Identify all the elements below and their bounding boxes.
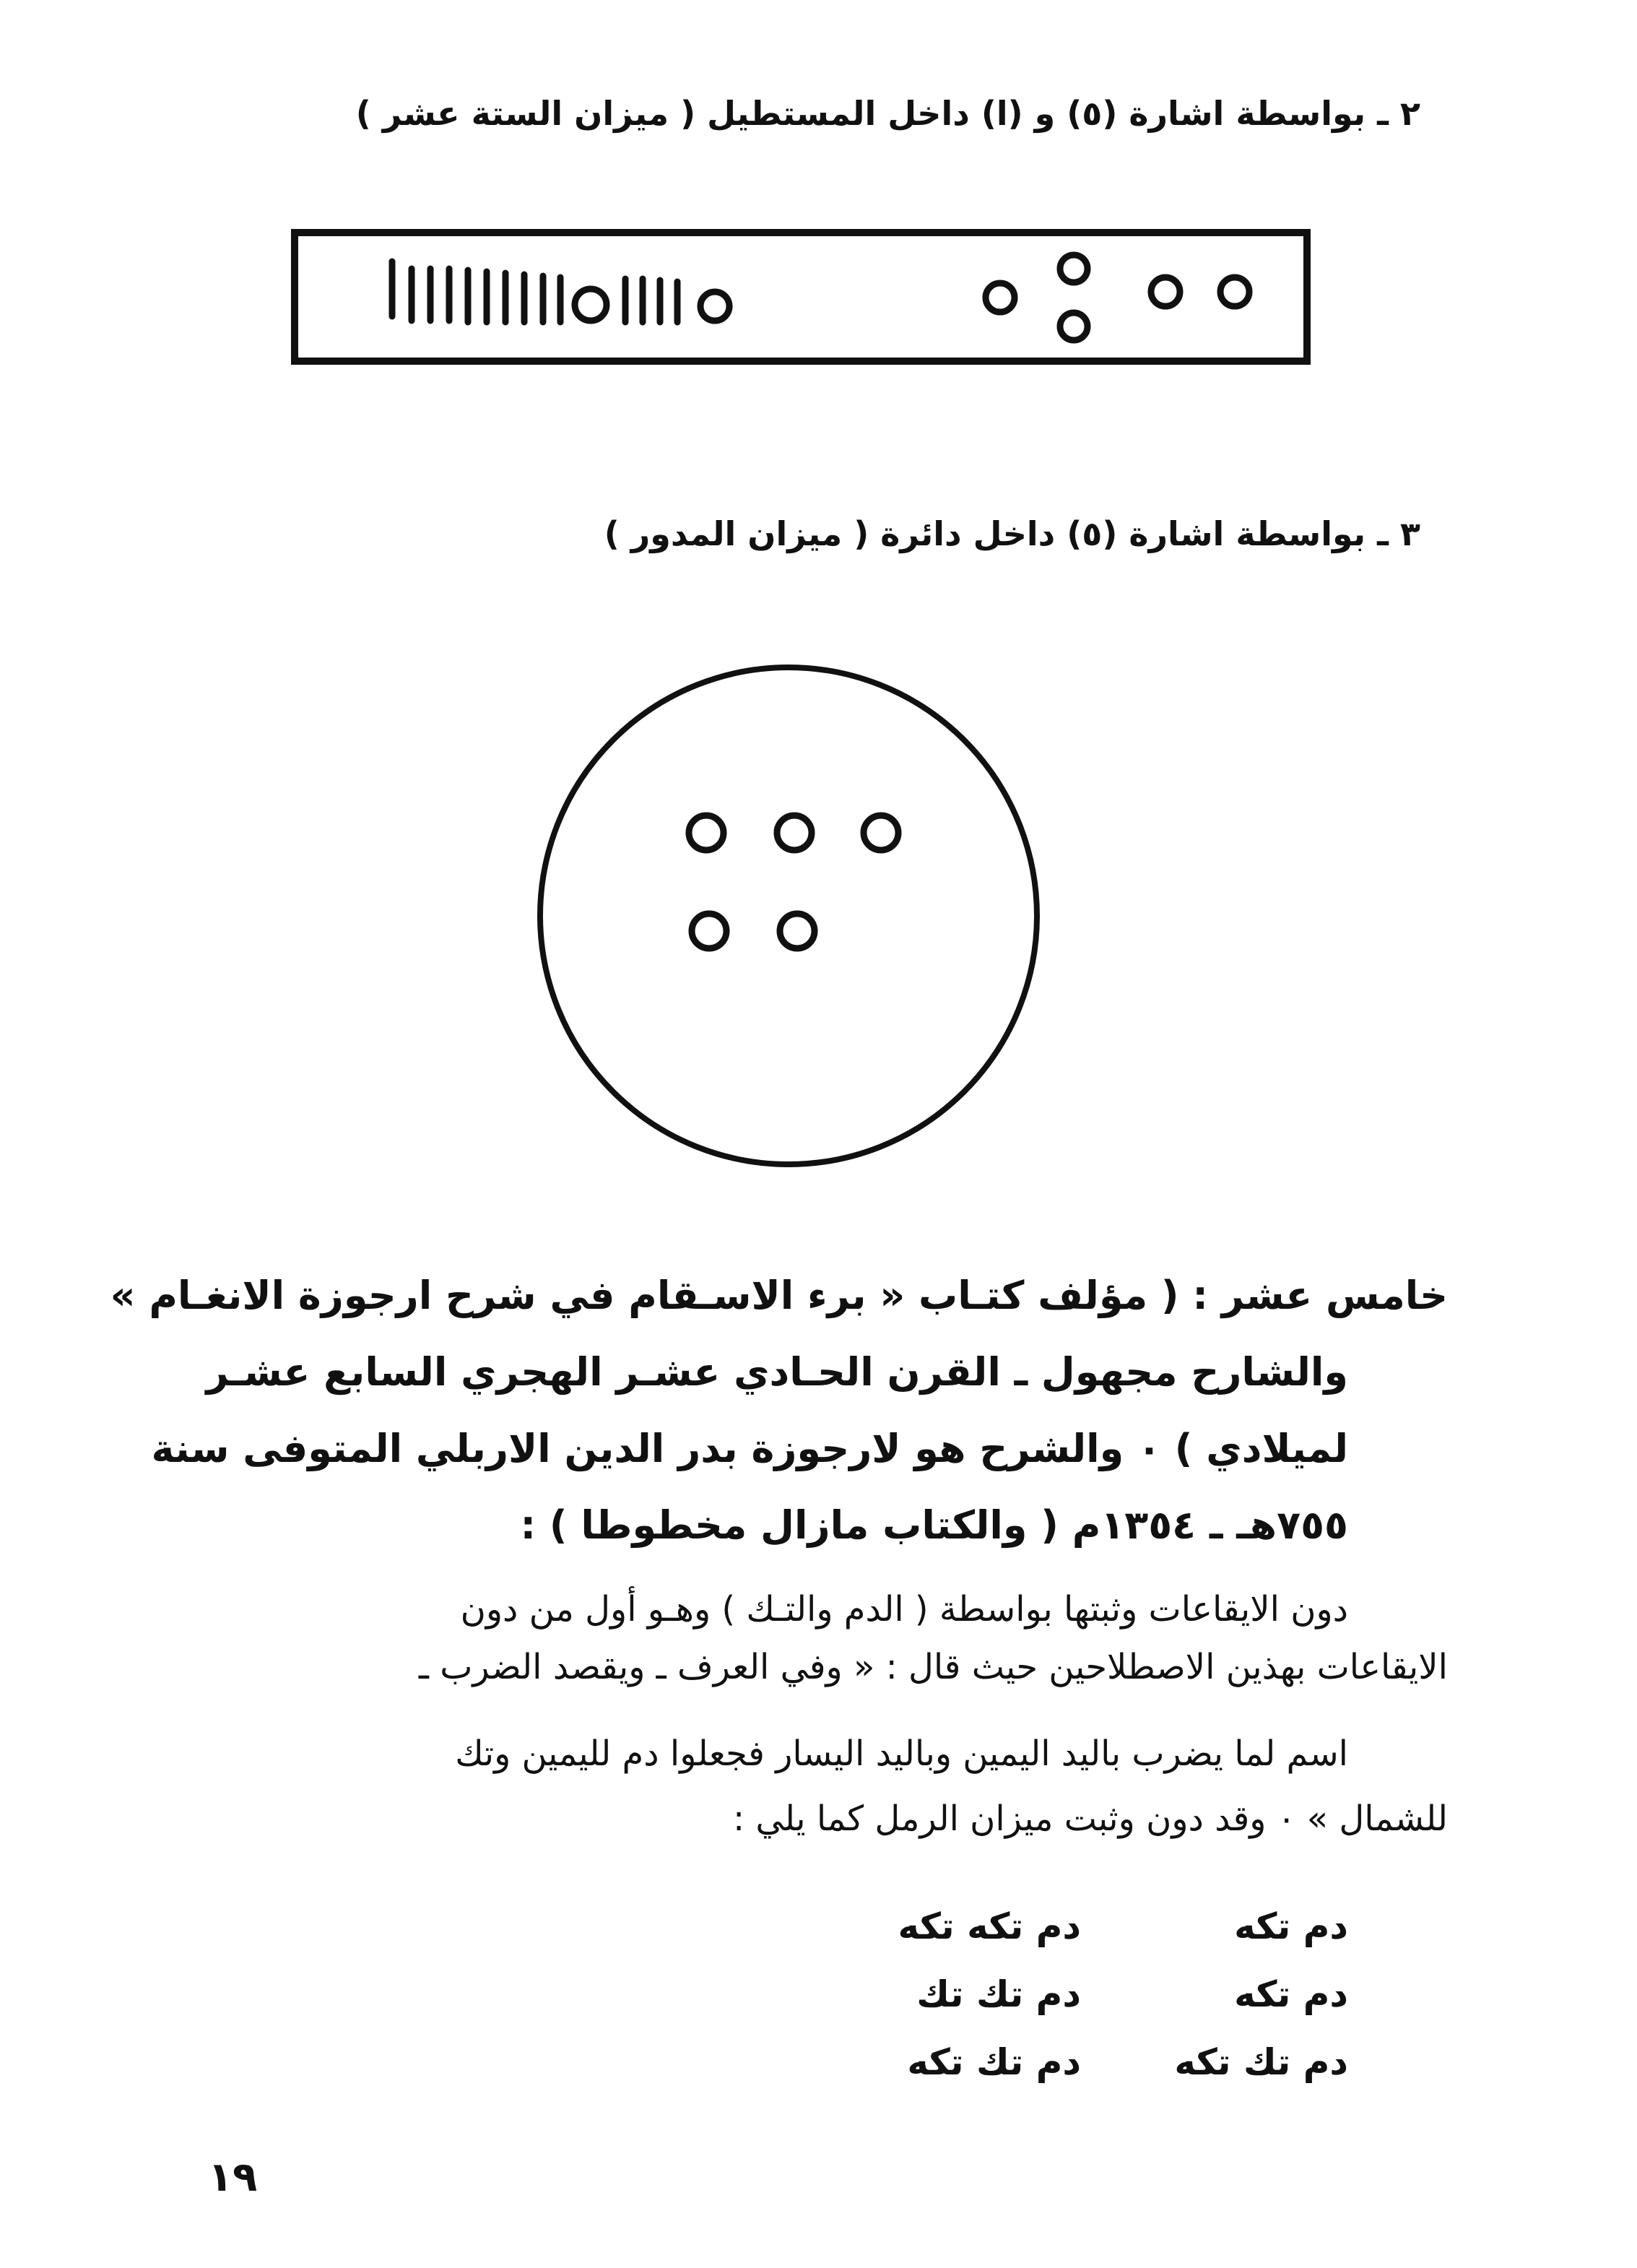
rhythm-left-3: دم تك تكه <box>907 2041 1081 2083</box>
para-2-line-1: اسم لما يضرب باليد اليمين وباليد اليسار فجعلوا دم لليمين وتك <box>455 1734 1348 1774</box>
circle-notation-figure <box>540 667 1037 1164</box>
rhythm-left-2: دم تك تك <box>916 1973 1081 2015</box>
para-1-line-2: الايقاعات بهذين الاصطلاحين حيث قال : « وفي العرف ـ ويقصد الضرب ـ <box>418 1647 1448 1687</box>
entry-15-line-2: والشارح مجهول ـ القرن الحـادي عشـر الهجري السابع عشـر <box>206 1349 1348 1395</box>
rhythm-right-3: دم تك تكه <box>1174 2041 1348 2083</box>
section-3-heading: ٣ ـ بواسطة اشارة (٥) داخل دائرة ( ميزان المدور ) <box>604 514 1420 553</box>
rhythm-right-1: دم تكه <box>1234 1905 1348 1947</box>
rhythm-left-1: دم تكه تكه <box>898 1905 1081 1947</box>
page-number: ١٩ <box>208 2154 258 2201</box>
entry-15-line-4: ٧٥٥هـ ـ ١٣٥٤م ( والكتاب مازال مخطوطا ) : <box>520 1502 1348 1548</box>
rhythm-right-2: دم تكه <box>1234 1973 1348 2015</box>
para-2-line-2: للشمال » ٠ وقد دون وثبت ميزان الرمل كما يلي : <box>732 1799 1448 1839</box>
rectangle-notation-figure <box>295 233 1307 361</box>
entry-15-line-1: خامس عشر : ( مؤلف كتـاب « برء الاسـقام في شرح ارجوزة الانغـام » <box>110 1273 1448 1318</box>
entry-15-line-3: لميلادي ) ٠ والشرح هو لارجوزة بدر الدين الاربلي المتوفى سنة <box>151 1426 1348 1471</box>
section-2-heading: ٢ ـ بواسطة اشارة (٥) و (ا) داخل المستطيل ( ميزان الستة عشر ) <box>355 94 1420 133</box>
para-1-line-1: دون الايقاعات وثبتها بواسطة ( الدم والتـك ) وهـو أول من دون <box>460 1589 1348 1629</box>
